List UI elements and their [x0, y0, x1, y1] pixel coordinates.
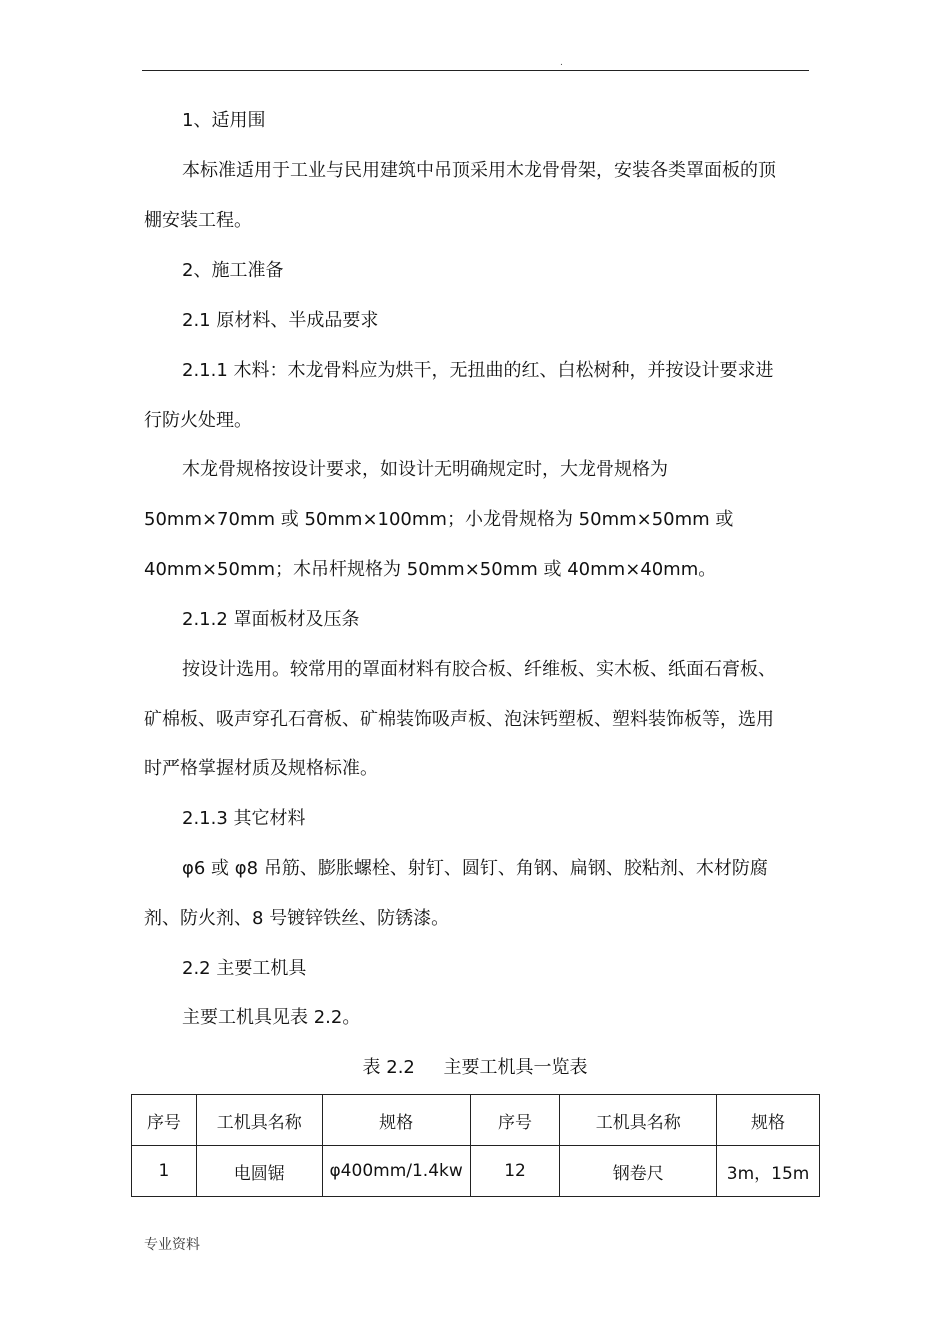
- paragraph-line: φ6 或 φ8 吊筋、膨胀螺栓、射钉、圆钉、角钢、扁钢、胶粘剂、木材防腐: [182, 858, 768, 879]
- tools-table: [131, 1094, 820, 1197]
- header-cell-index: 序号: [132, 1095, 197, 1146]
- table-row: [132, 1146, 820, 1197]
- table-cell: 1: [132, 1146, 197, 1197]
- subsection-heading: 2.1.3 其它材料: [182, 808, 306, 829]
- header-cell-spec: 规格: [717, 1095, 820, 1146]
- table-cell: 3m，15m: [717, 1146, 820, 1197]
- paragraph-line: 剂、防火剂、8 号镀锌铁丝、防锈漆。: [144, 908, 450, 929]
- subsection-heading: 2.1.2 罩面板材及压条: [182, 609, 360, 630]
- paragraph-line: 棚安装工程。: [144, 210, 252, 231]
- table-cell: 12: [470, 1146, 560, 1197]
- section-heading-scope: 1、适用围: [182, 110, 266, 131]
- paragraph-line: 矿棉板、吸声穿孔石膏板、矿棉装饰吸声板、泡沫钙塑板、塑料装饰板等，选用: [144, 709, 774, 730]
- header-cell-index: 序号: [470, 1095, 560, 1146]
- paragraph-line: 按设计选用。较常用的罩面材料有胶合板、纤维板、实木板、纸面石膏板、: [182, 659, 776, 680]
- paragraph-line: 2.1.1 木料：木龙骨料应为烘干，无扭曲的红、白松树种，并按设计要求进: [182, 360, 774, 381]
- paragraph-line: 木龙骨规格按设计要求，如设计无明确规定时，大龙骨规格为: [182, 459, 668, 480]
- table-cell: φ400mm/1.4kw: [322, 1146, 470, 1197]
- section-heading-preparation: 2、施工准备: [182, 260, 284, 281]
- paragraph-line: 本标准适用于工业与民用建筑中吊顶采用木龙骨骨架，安装各类罩面板的顶: [182, 160, 776, 181]
- table-header-row: [132, 1095, 820, 1146]
- table-cell: 电圆锯: [196, 1146, 322, 1197]
- paragraph-line: 行防火处理。: [144, 410, 252, 431]
- paragraph-line: 主要工机具见表 2.2。: [182, 1007, 361, 1028]
- header-rule: [142, 70, 809, 71]
- page-footer: 专业资料: [144, 1237, 200, 1253]
- header-cell-name: 工机具名称: [196, 1095, 322, 1146]
- paragraph-line: 时严格掌握材质及规格标准。: [144, 758, 378, 779]
- header-cell-name: 工机具名称: [560, 1095, 717, 1146]
- header-mark: .: [560, 58, 563, 68]
- header-cell-spec: 规格: [322, 1095, 470, 1146]
- paragraph-line: 50mm×70mm 或 50mm×100mm；小龙骨规格为 50mm×50mm 或: [144, 509, 734, 530]
- subsection-heading: 2.1 原材料、半成品要求: [182, 310, 379, 331]
- table-caption: 表 2.2 主要工机具一览表: [362, 1057, 588, 1078]
- table-cell: 钢卷尺: [560, 1146, 717, 1197]
- paragraph-line: 40mm×50mm；木吊杆规格为 50mm×50mm 或 40mm×40mm。: [144, 559, 717, 580]
- subsection-heading: 2.2 主要工机具: [182, 958, 307, 979]
